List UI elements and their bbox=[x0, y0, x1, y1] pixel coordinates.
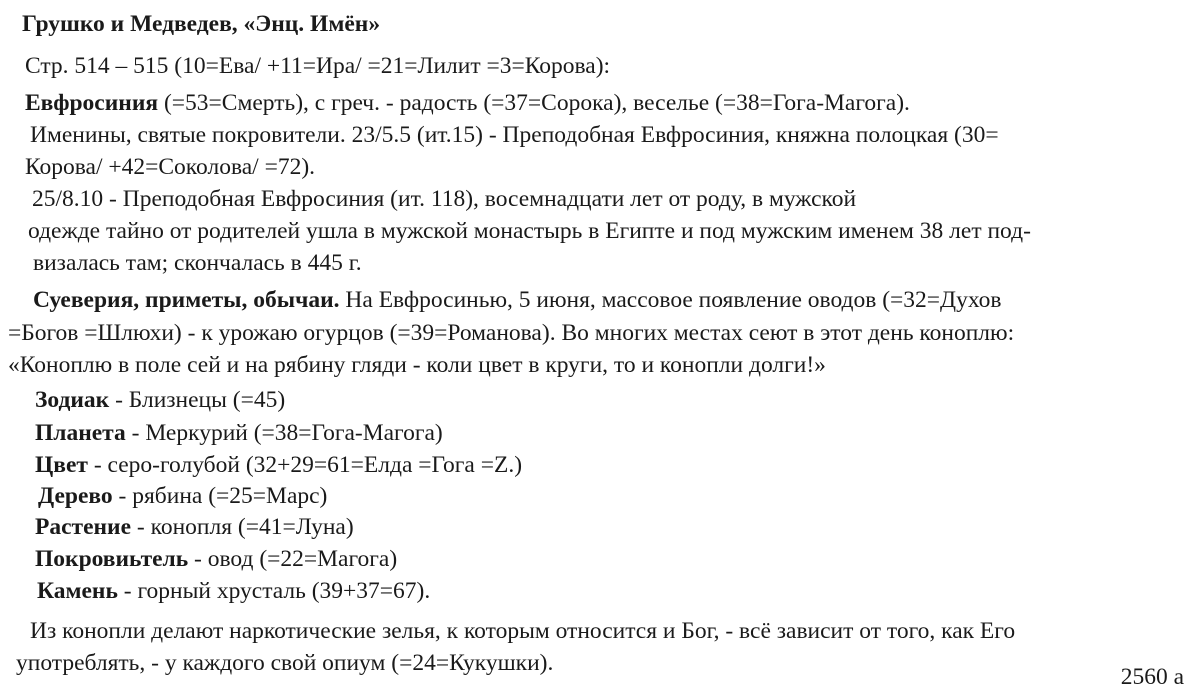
attribute-stone bbox=[37, 580, 430, 604]
attribute-term: Цвет bbox=[35, 452, 88, 478]
superstitions-line-3: «Коноплю в поле сей и на рябину гляди - коли цвет в круги, то и конопли долги!» bbox=[8, 352, 826, 378]
nameday-line-2: Корова/ +42=Соколова/ =72). bbox=[25, 154, 316, 180]
document-title: Грушко и Медведев, «Энц. Имён» bbox=[22, 11, 381, 37]
closing-line-1: Из конопли делают наркотические зелья, к которым относится и Бог, - всё зависит от того, как Его bbox=[30, 618, 1016, 644]
attribute-term: Планета bbox=[35, 420, 126, 446]
attribute-term: Дерево bbox=[38, 483, 113, 509]
attribute-plant bbox=[35, 516, 354, 540]
superstitions-line-1 bbox=[33, 289, 1002, 313]
attribute-planet bbox=[35, 422, 443, 446]
page-reference: Стр. 514 – 515 (10=Ева/ +11=Ира/ =21=Лилит =3=Корова): bbox=[25, 53, 611, 79]
attribute-value: - Меркурий (=38=Гога-Магога) bbox=[125, 420, 443, 446]
nameday-line-1: Именины, святые покровители. 23/5.5 (ит.15) - Преподобная Евфросиния, княжна полоцкая (30= bbox=[30, 122, 999, 148]
attribute-value: - горный хрусталь (39+37=67). bbox=[117, 578, 431, 604]
name-term: Евфросиния bbox=[25, 90, 159, 116]
attribute-value: - Близнецы (=45) bbox=[109, 387, 286, 413]
attribute-value: - рябина (=25=Марс) bbox=[112, 483, 328, 509]
attribute-zodiac bbox=[35, 389, 285, 413]
attribute-term: Зодиак bbox=[35, 387, 110, 413]
attribute-value: - овод (=22=Магога) bbox=[188, 546, 398, 572]
attribute-term: Покровиьтель bbox=[35, 546, 189, 572]
nameday-line-3: 25/8.10 - Преподобная Евфросиния (ит. 118), восемнадцати лет от роду, в мужской bbox=[32, 186, 857, 212]
nameday-line-4: одежде тайно от родителей ушла в мужской монастырь в Египте и под мужским именем 38 лет под- bbox=[28, 218, 1031, 244]
attribute-value: - серо-голубой (32+29=61=Елда =Гога =Z.) bbox=[87, 452, 523, 478]
superstitions-term: Суеверия, приметы, обычаи. bbox=[33, 287, 340, 313]
attribute-patron bbox=[35, 548, 397, 572]
name-meaning-text: (=53=Смерть), с греч. - радость (=37=Сорока), веселье (=38=Гога-Магога). bbox=[158, 90, 910, 116]
closing-line-2: употреблять, - у каждого свой опиум (=24=Кукушки). bbox=[16, 650, 554, 676]
attribute-tree bbox=[38, 485, 327, 509]
attribute-color bbox=[35, 454, 522, 478]
superstitions-text: На Евфросинью, 5 июня, массовое появление оводов (=32=Духов bbox=[339, 287, 1002, 313]
attribute-value: - конопля (=41=Луна) bbox=[131, 514, 354, 540]
attribute-term: Растение bbox=[35, 514, 132, 540]
nameday-line-5: визалась там; скончалась в 445 г. bbox=[33, 250, 362, 276]
name-meaning-line bbox=[25, 92, 910, 116]
superstitions-line-2: =Богов =Шлюхи) - к урожаю огурцов (=39=Романова). Во многих местах сеют в этот день коноплю: bbox=[8, 320, 1015, 346]
attribute-term: Камень bbox=[37, 578, 118, 604]
page-number: 2560 а bbox=[1120, 664, 1184, 690]
